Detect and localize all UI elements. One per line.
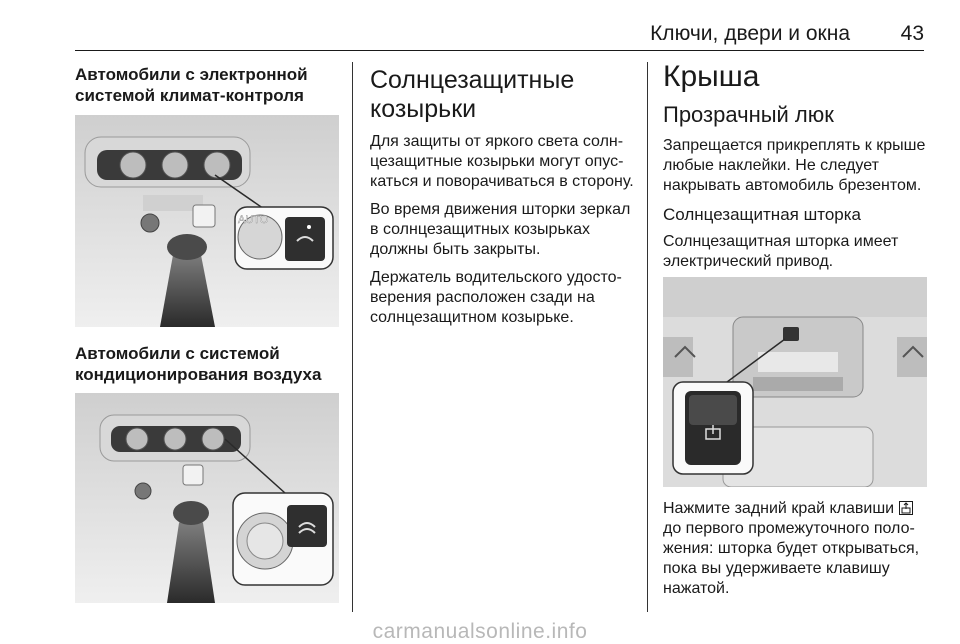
heading-sunshade: Солнцезащитная шторка [663, 205, 861, 224]
page-number: 43 [900, 22, 924, 45]
sunshade-paragraph: Солнцезащитная шторка имеет электрический привод. [663, 233, 899, 270]
chapter-title: Ключи, двери и окна [650, 22, 850, 45]
section-title-sun-visors: Солнцезащитные козырьки [370, 66, 575, 123]
photo-sunshade-switch [663, 277, 927, 487]
section-title-roof: Крыша [663, 60, 760, 93]
header-rule [75, 50, 924, 51]
column-2 [370, 66, 636, 336]
auto-label: AUTO [238, 214, 269, 226]
photo-air-conditioning-control [75, 393, 339, 603]
subtitle-sunroof: Прозрачный люк [663, 102, 834, 127]
column-3-lower [663, 499, 933, 607]
sun-visor-paragraph-2: Во время движения шторки зеркал в солнцезащитных козырьках должны быть закрыты. [370, 201, 631, 258]
heading-electronic-climate: Автомобили с электронной системой климат-контроля [75, 65, 308, 105]
column-1 [75, 64, 340, 114]
instruction-text-end: до первого промежуточного положения: шторка будет открываться, пока вы удерживаете клавишу нажатой. [663, 520, 920, 597]
sun-visor-paragraph-3: Держатель водительского удостоверения расположен сзади на солнцезащитном козырьке. [370, 269, 622, 326]
sunshade-open-icon [899, 501, 913, 515]
sunshade-instruction [663, 499, 933, 599]
footer-watermark: carmanualsonline.info [372, 620, 588, 643]
column-divider-2 [647, 62, 648, 612]
column-3 [663, 60, 929, 280]
column-1-lower [75, 343, 340, 393]
sunroof-paragraph: Запрещается прикреплять к крыше любые наклейки. Не следует накрывать автомобиль брезентом. [663, 137, 926, 194]
column-divider-1 [352, 62, 353, 612]
photo-electronic-climate-control [75, 115, 339, 327]
instruction-text-start: Нажмите задний край клавиши [663, 500, 895, 517]
heading-air-conditioning: Автомобили с системой кондиционирования воздуха [75, 344, 322, 384]
sun-visor-paragraph-1: Для защиты от яркого света солнцезащитные козырьки могут опускаться и поворачиваться в сторону. [370, 133, 634, 190]
